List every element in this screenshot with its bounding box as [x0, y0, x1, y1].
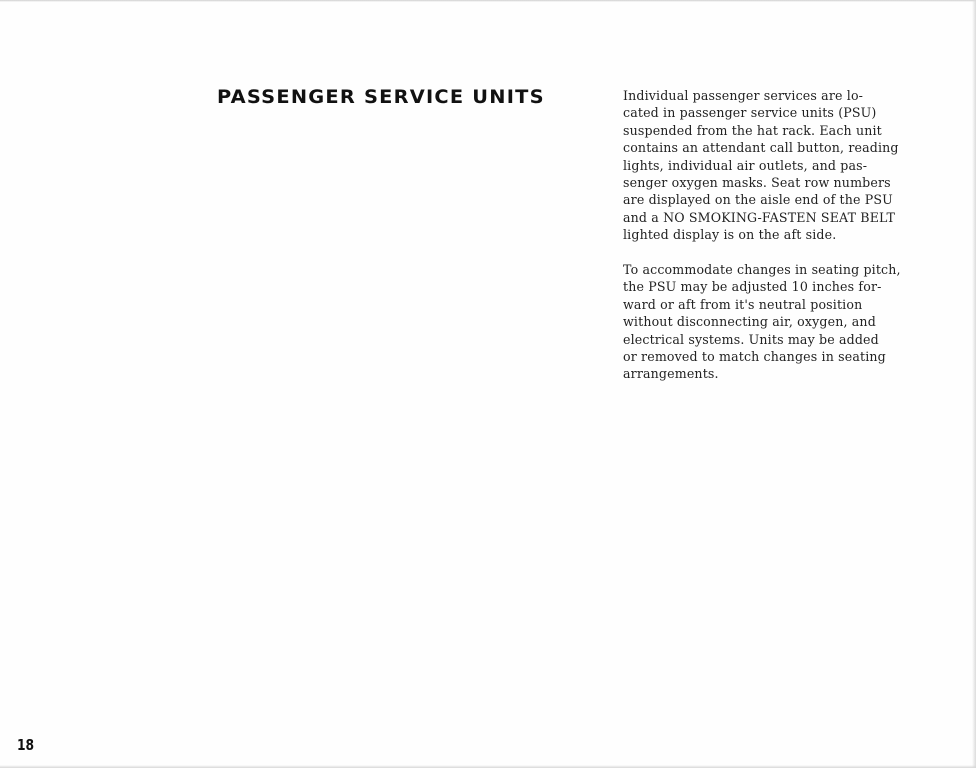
- text-line: arrangements.: [623, 366, 719, 382]
- paragraph-psu-adjustment: [623, 261, 923, 383]
- text-line: suspended from the hat rack. Each unit: [623, 122, 882, 138]
- text-line: lighted display is on the aft side.: [623, 227, 837, 243]
- text-line: and a NO SMOKING-FASTEN SEAT BELT: [623, 209, 896, 225]
- text-line: senger oxygen masks. Seat row numbers: [623, 175, 891, 191]
- page-top-edge: [0, 0, 976, 2]
- paragraph-psu-description: [623, 87, 923, 244]
- text-line: the PSU may be adjusted 10 inches for-: [623, 279, 882, 295]
- body-text-column: [623, 87, 923, 383]
- text-line: ward or aft from it's neutral position: [623, 296, 863, 312]
- section-heading: PASSENGER SERVICE UNITS: [217, 86, 545, 108]
- text-line: electrical systems. Units may be added: [623, 331, 879, 347]
- text-line: lights, individual air outlets, and pas-: [623, 157, 868, 173]
- text-line: without disconnecting air, oxygen, and: [623, 314, 876, 330]
- page-right-edge: [972, 0, 976, 768]
- page-number: 18: [17, 736, 35, 754]
- text-line: are displayed on the aisle end of the PSU: [623, 192, 893, 208]
- text-line: To accommodate changes in seating pitch,: [623, 262, 901, 278]
- paragraph-spacer: [623, 244, 923, 261]
- text-line: contains an attendant call button, reading: [623, 140, 899, 156]
- text-line: or removed to match changes in seating: [623, 349, 886, 365]
- text-line: cated in passenger service units (PSU): [623, 105, 877, 121]
- text-line: Individual passenger services are lo-: [623, 88, 864, 103]
